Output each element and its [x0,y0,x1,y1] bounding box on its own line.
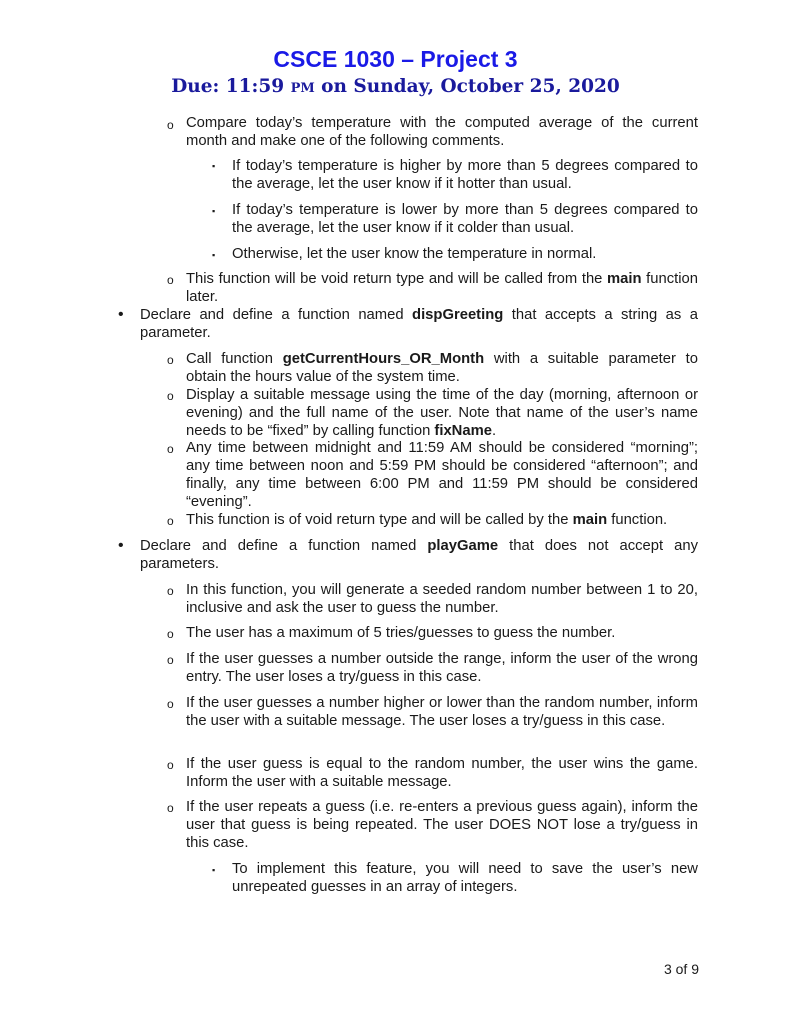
list-item: Declare and define a function named playGame that does not accept any parameters. [140,538,698,572]
list-item: Display a suitable message using the time of the day (morning, afternoon or evening) and the full name of the user. Note that name of the user’s name needs to be “fixed” by calling function fixName. [186,387,698,439]
circle-bullet-icon: o [167,273,174,287]
due-date: Due: 11:59 PM on Sunday, October 25, 2020 [171,76,620,97]
circle-bullet-icon: o [167,627,174,641]
circle-bullet-icon: o [167,653,174,667]
list-item: Compare today’s temperature with the computed average of the current month and make one of the following comments. [186,115,698,149]
list-item: Declare and define a function named dispGreeting that accepts a string as a parameter. [140,307,698,341]
circle-bullet-icon: o [167,801,174,815]
square-bullet-icon: ▪ [212,161,216,171]
list-item: Otherwise, let the user know the temperature in normal. [232,246,597,262]
list-item: If the user guesses a number outside the range, inform the user of the wrong entry. The user loses a try/guess in this case. [186,651,698,685]
circle-bullet-icon: o [167,697,174,711]
page-number: 3 of 9 [663,961,699,977]
square-bullet-icon: ▪ [212,206,216,216]
list-item: This function will be void return type and will be called from the main function later. [186,271,698,305]
square-bullet-icon: ▪ [212,250,216,260]
square-bullet-icon: ▪ [212,865,216,875]
circle-bullet-icon: o [167,442,174,456]
list-item: Call function getCurrentHours_OR_Month with a suitable parameter to obtain the hours value of the system time. [186,351,698,385]
circle-bullet-icon: o [167,584,174,598]
list-item: In this function, you will generate a seeded random number between 1 to 20, inclusive and ask the user to guess the number. [186,582,698,616]
list-item: If the user guesses a number higher or lower than the random number, inform the user with a suitable message. The user loses a try/guess in this case. [186,695,698,729]
list-item: The user has a maximum of 5 tries/guesses to guess the number. [186,625,616,641]
circle-bullet-icon: o [167,514,174,528]
circle-bullet-icon: o [167,353,174,367]
circle-bullet-icon: o [167,389,174,403]
document-title: CSCE 1030 – Project 3 [273,46,518,72]
list-item: If the user guess is equal to the random number, the user wins the game. Inform the user with a suitable message. [186,756,698,790]
circle-bullet-icon: o [167,118,174,132]
list-item: If today’s temperature is lower by more than 5 degrees compared to the average, let the user know if it colder than usual. [232,202,698,236]
circle-bullet-icon: o [167,758,174,772]
list-item: This function is of void return type and will be called by the main function. [186,512,668,528]
bullet-icon: • [118,306,124,323]
list-item: If today’s temperature is higher by more than 5 degrees compared to the average, let the user know if it hotter than usual. [232,158,698,192]
list-item: If the user repeats a guess (i.e. re-enters a previous guess again), inform the user that guess is being repeated. The user DOES NOT lose a try/guess in this case. [186,799,698,851]
bullet-icon: • [118,537,124,554]
list-item: To implement this feature, you will need to save the user’s new unrepeated guesses in an array of integers. [232,861,698,895]
list-item: Any time between midnight and 11:59 AM should be considered “morning”; any time between noon and 5:59 PM should be considered “afternoon”; and finally, any time between 6:00 PM and 11:59 PM should be considered “evening”. [186,440,698,510]
